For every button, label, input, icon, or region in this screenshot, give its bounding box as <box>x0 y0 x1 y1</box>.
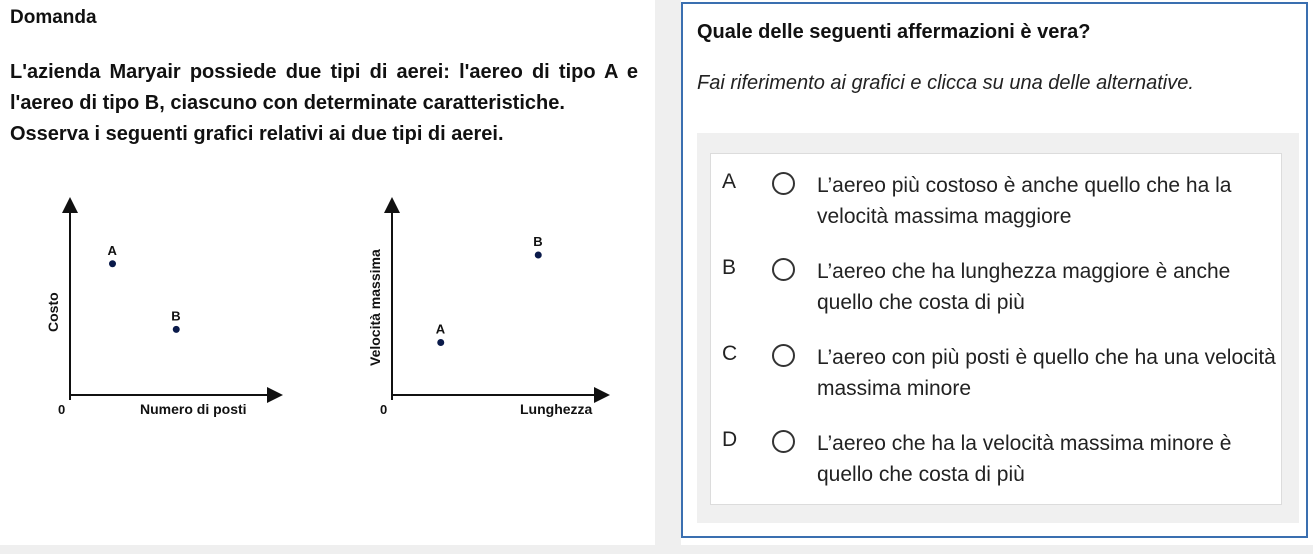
option-letter: A <box>722 170 737 193</box>
x-axis-label: Lunghezza <box>520 401 593 417</box>
question-paragraph-1: L'azienda Maryair possiede due tipi di aerei: l'aereo di tipo A e l'aereo di tipo B, ciascuno con determinate caratteristiche. <box>10 61 638 114</box>
point-label-a: A <box>107 242 117 258</box>
point-b <box>535 252 542 259</box>
option-d[interactable] <box>711 428 1281 508</box>
x-axis-label: Numero di posti <box>140 401 247 417</box>
panel-divider <box>655 0 681 554</box>
options-container <box>697 133 1299 523</box>
question-panel <box>0 0 655 554</box>
graph-costo-posti <box>30 195 290 425</box>
point-b <box>173 326 180 333</box>
question-text <box>10 57 638 150</box>
option-text: L’aereo con più posti è quello che ha una velocità massima minore <box>817 346 1276 400</box>
origin-label: 0 <box>58 402 66 417</box>
point-a <box>437 339 444 346</box>
option-a[interactable] <box>711 170 1281 250</box>
radio-button-c[interactable] <box>772 344 795 367</box>
option-c[interactable] <box>711 342 1281 422</box>
radio-button-a[interactable] <box>772 172 795 195</box>
answer-title: Quale delle seguenti affermazioni è vera? <box>697 21 1091 43</box>
y-axis-label: Velocità massima <box>367 249 383 366</box>
option-letter: D <box>722 428 738 451</box>
option-b[interactable] <box>711 256 1281 336</box>
answer-instructions: Fai riferimento ai grafici e clicca su una delle alternative. <box>697 72 1194 94</box>
graph-velocita-lunghezza <box>352 195 612 425</box>
point-label-b: B <box>171 308 181 324</box>
options-list <box>710 153 1282 505</box>
option-letter: C <box>722 342 738 365</box>
question-label: Domanda <box>10 7 97 28</box>
graph-costo-posti-svg <box>30 195 290 425</box>
radio-button-b[interactable] <box>772 258 795 281</box>
question-paragraph-2: Osserva i seguenti grafici relativi ai due tipi di aerei. <box>10 123 504 145</box>
point-a <box>109 260 116 267</box>
bottom-bar <box>0 545 1313 554</box>
point-label-a: A <box>435 321 446 337</box>
origin-label: 0 <box>380 402 388 417</box>
option-text: L’aereo più costoso è anche quello che ha la velocità massima maggiore <box>817 174 1232 228</box>
point-label-b: B <box>533 234 543 249</box>
option-text: L’aereo che ha lunghezza maggiore è anche quello che costa di più <box>817 260 1231 314</box>
option-letter: B <box>722 256 737 279</box>
y-axis-label: Costo <box>45 292 61 332</box>
option-text: L’aereo che ha la velocità massima minore è quello che costa di più <box>817 432 1232 486</box>
answer-panel <box>681 2 1308 538</box>
radio-button-d[interactable] <box>772 430 795 453</box>
graph-velocita-lunghezza-svg <box>352 195 612 425</box>
